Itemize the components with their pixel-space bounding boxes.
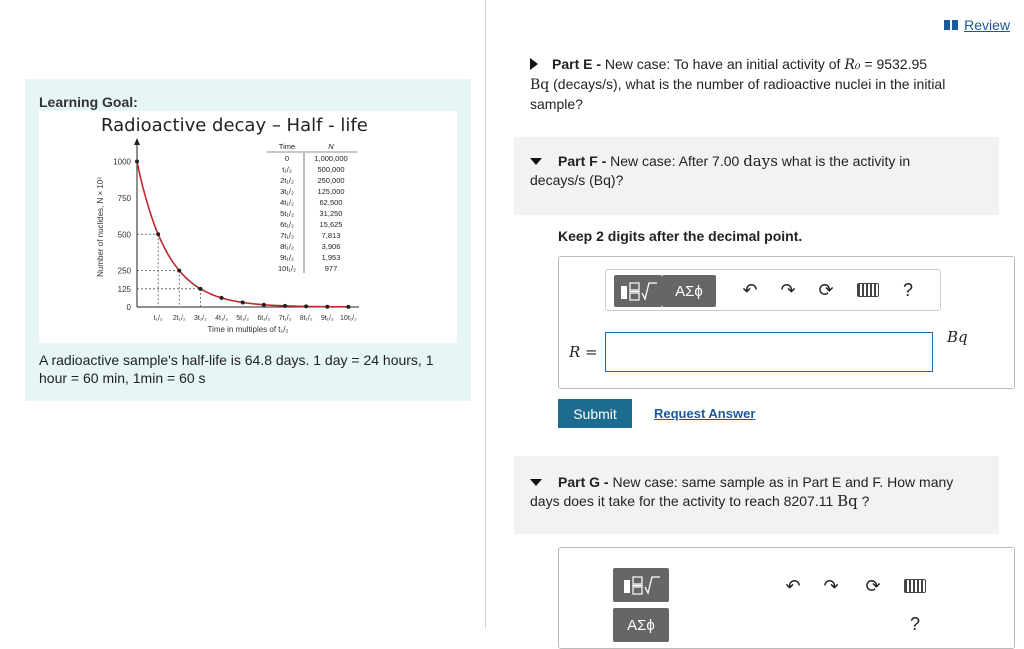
reset-icon[interactable]: ⟳	[818, 279, 834, 300]
data-point	[283, 304, 287, 308]
expanded-arrow-icon	[530, 158, 542, 165]
table-cell-n: 31,250	[319, 209, 343, 218]
data-point	[177, 269, 181, 273]
precision-instruction: Keep 2 digits after the decimal point.	[558, 228, 803, 244]
data-point	[346, 305, 350, 309]
y-tick-label: 0	[126, 303, 131, 312]
templates-button[interactable]	[613, 568, 669, 602]
data-point	[220, 296, 224, 300]
greek-symbols-button[interactable]: ΑΣϕ	[613, 608, 669, 642]
help-icon[interactable]: ?	[909, 613, 920, 634]
part-f-text: New case: After 7.00	[606, 153, 744, 169]
reset-icon[interactable]: ⟳	[865, 575, 881, 596]
answer-input[interactable]	[605, 332, 933, 372]
templates-button[interactable]	[614, 275, 662, 307]
math-toolbar	[605, 269, 941, 311]
table-cell-n: 125,000	[317, 187, 345, 196]
x-axis-label: Time in multiples of t₁/₂	[207, 325, 289, 334]
days-unit: days	[743, 152, 778, 170]
part-e-text: New case: To have an initial activity of	[601, 56, 845, 72]
table-cell-n: 1,953	[321, 253, 341, 262]
data-point	[325, 305, 329, 309]
y-tick-label: 250	[117, 266, 131, 276]
table-cell-time: 0	[284, 154, 290, 163]
greek-symbols-button[interactable]: ΑΣϕ	[662, 275, 716, 307]
bq-unit: Bq	[837, 492, 858, 510]
part-e-value: = 9532.95	[860, 56, 928, 72]
request-answer-link[interactable]: Request Answer	[654, 406, 756, 421]
x-tick-label: t₁/₂	[153, 315, 163, 322]
y-tick-label: 125	[117, 284, 131, 294]
learning-goal-panel	[25, 79, 471, 401]
x-tick-label: 3t₁/₂	[193, 315, 207, 322]
data-point	[198, 287, 202, 291]
table-cell-time: 2t₁/₂	[280, 176, 294, 185]
table-cell-n: 500,000	[317, 165, 345, 174]
pane-divider[interactable]	[485, 0, 486, 629]
table-cell-time: 6t₁/₂	[280, 220, 294, 229]
undo-icon[interactable]: ↶	[785, 575, 801, 596]
x-tick-label: 5t₁/₂	[236, 315, 250, 322]
x-tick-label: 4t₁/₂	[215, 315, 229, 322]
submit-button[interactable]: Submit	[558, 399, 632, 428]
part-f-label: Part F -	[558, 153, 607, 169]
table-cell-time: 3t₁/₂	[280, 187, 294, 196]
table-header-n: N	[328, 142, 334, 151]
review-icon	[944, 20, 958, 30]
table-cell-time: 10t₁/₂	[278, 264, 296, 273]
answer-variable-label: R =	[569, 343, 598, 361]
data-point	[135, 160, 139, 164]
answer-unit: Bq	[947, 328, 968, 346]
keyboard-icon[interactable]	[903, 574, 927, 598]
data-point	[241, 300, 245, 304]
x-tick-label: 8t₁/₂	[299, 315, 313, 322]
x-tick-label: 7t₁/₂	[278, 315, 292, 322]
table-cell-time: 7t₁/₂	[280, 231, 294, 240]
bq-unit: Bq	[530, 77, 550, 93]
y-tick-label: 500	[117, 230, 131, 240]
table-cell-n: 7,813	[321, 231, 341, 240]
fraction-root-icon	[621, 574, 661, 596]
table-header-time: Time	[278, 142, 296, 151]
collapsed-arrow-icon	[530, 58, 538, 70]
learning-goal-label: Learning Goal:	[39, 94, 138, 110]
x-tick-label: 10t₁/₂	[340, 315, 357, 322]
figure-title: Radioactive decay – Half - life	[101, 115, 368, 136]
part-e-text-2: (decays/s), what is the number of radioactive nuclei in the initial sample?	[530, 76, 946, 112]
y-axis-arrow	[134, 138, 140, 145]
redo-icon[interactable]: ↷	[780, 279, 796, 300]
part-f-text-2: what is the activity in decays/s (Bq)?	[530, 153, 911, 188]
table-cell-n: 62,500	[319, 198, 343, 207]
table-cell-time: 9t₁/₂	[280, 253, 294, 262]
part-g-text-2: ?	[857, 493, 870, 509]
table-cell-time: 8t₁/₂	[280, 242, 294, 251]
part-g-label: Part G -	[558, 474, 609, 490]
y-tick-label: 1000	[113, 157, 131, 167]
redo-icon[interactable]: ↷	[823, 575, 839, 596]
review-link[interactable]	[944, 17, 1010, 33]
review-label: Review	[964, 17, 1010, 33]
keyboard-icon[interactable]	[856, 278, 880, 302]
part-g-text: New case: same sample as in Part E and F. How many days does it take for the activity to reach 8207.11	[530, 474, 954, 509]
table-cell-n: 977	[324, 264, 338, 273]
y-axis-label: Number of nuclides, N × 10³	[96, 177, 105, 277]
table-cell-n: 15,625	[319, 220, 343, 229]
table-cell-n: 1,000,000	[314, 154, 348, 163]
r0-symbol: R₀	[844, 57, 861, 73]
table-cell-n: 250,000	[317, 176, 345, 185]
data-point	[304, 304, 308, 308]
table-cell-time: 5t₁/₂	[280, 209, 294, 218]
decay-figure	[39, 111, 457, 343]
x-tick-label: 9t₁/₂	[320, 315, 334, 322]
fraction-root-icon	[618, 280, 658, 302]
part-f-header[interactable]	[530, 152, 960, 190]
undo-icon[interactable]: ↶	[742, 279, 758, 300]
decay-chart	[39, 111, 457, 343]
problem-description: A radioactive sample's half-life is 64.8 days. 1 day = 24 hours, 1 hour = 60 min, 1min = 60 s	[39, 352, 434, 386]
x-tick-label: 2t₁/₂	[172, 315, 186, 322]
table-cell-time: t₁/₂	[282, 165, 292, 174]
data-point	[156, 232, 160, 236]
data-point	[262, 303, 266, 307]
part-e-header[interactable]	[530, 55, 990, 114]
answer-area-f	[558, 256, 1015, 389]
x-tick-label: 6t₁/₂	[257, 315, 271, 322]
answer-area-g	[558, 547, 1015, 649]
expanded-arrow-icon	[530, 479, 542, 486]
help-icon[interactable]: ?	[902, 279, 913, 300]
part-e-label: Part E -	[552, 56, 602, 72]
table-cell-n: 3,906	[321, 242, 341, 251]
y-tick-label: 750	[117, 193, 131, 203]
part-g-header[interactable]	[530, 473, 970, 511]
table-cell-time: 4t₁/₂	[280, 198, 294, 207]
